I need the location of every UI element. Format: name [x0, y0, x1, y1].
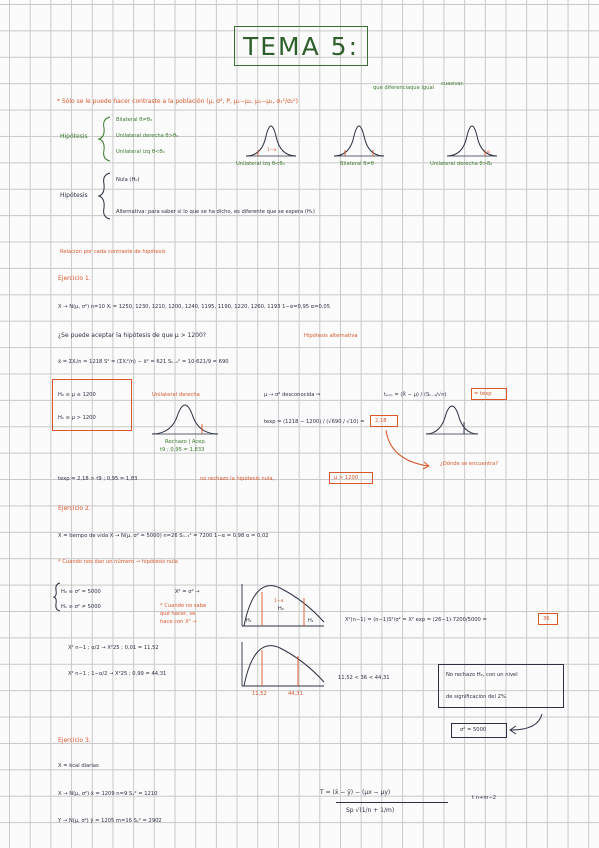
hipotesis-item-3: Unilateral izq θ<θ₀ — [116, 149, 165, 155]
ej1-h1: H₁ ≡ μ > 1200 — [58, 415, 96, 421]
curve-label-3: Unilateral derecha θ>θ₀ — [430, 161, 493, 167]
ej1-stats: x̄ = ΣXᵢ/n = 1218 S² = (ΣXᵢ²/n) − x̄² = 621 Sₙ₋₁² = 10·621/9 = 690 — [58, 359, 229, 365]
ej1-curve — [150, 400, 220, 438]
brace-icon — [98, 172, 112, 220]
brace-icon — [98, 116, 112, 162]
region-1-alpha: 1−α — [274, 599, 284, 604]
page-title: TEMA 5: — [234, 26, 368, 66]
ej2-chi-curve-2 — [240, 640, 326, 690]
ej2-range: 11,52 < 36 < 44,31 — [338, 675, 390, 681]
ej1-curve-small — [424, 400, 480, 438]
curve-label-2: Bilateral θ≠θ — [340, 161, 374, 167]
hipotesis-label: Hipótesis — [60, 133, 88, 140]
intro-note-3: cuasivar. — [441, 81, 465, 87]
ej1-mu-note: μ → σ² desconocida ⇒ — [264, 392, 321, 398]
ej1-hypotheses-box — [52, 379, 132, 431]
hipotesis-item-2: Unilateral derecha θ>θ₀ — [116, 133, 179, 139]
ej1-question: ¿Se puede aceptar la hipótesis de que μ > 1200? — [58, 332, 206, 339]
hipotesis-alternativa: Alternativa: para saber si lo que se ha dicho, es diferente que se espera (H₁) — [116, 209, 315, 215]
ej2-h0: H₀ ≡ σ² = 5000 — [61, 589, 101, 595]
curve-label-1: Unilateral izq θ<θ₀ — [236, 161, 285, 167]
bell-curve-middle — [334, 122, 384, 158]
ej1-dif-note: ¿Dónde se encuentra? — [440, 461, 499, 467]
ej2-q2: X² n−1 ; 1−α/2 → X²25 ; 0,99 = 44,31 — [68, 671, 167, 677]
bell-curve-right — [447, 122, 497, 158]
brace-icon — [53, 582, 61, 612]
ej1-texp-box: = texp — [471, 388, 507, 400]
ej2-h1: H₁ ≡ σ² ≠ 5000 — [61, 604, 101, 610]
ej3-formula-den: Sp √(1/n + 1/m) — [346, 807, 395, 814]
ej1-data: X → N(μ, σ²) n=10 Xᵢ = 1250, 1230, 1210, 1200, 1240, 1195, 1190, 1220, 1260, 1193 1−α=0,95 α=0,05 — [58, 304, 331, 310]
ej3-var: X = kcal diarias — [58, 763, 99, 769]
ej2-conclusion-box — [438, 664, 564, 708]
ej2-conclusion-2: de significación del 2% — [446, 694, 506, 700]
ej1-reject-1: Rechazo | Acep. — [165, 439, 207, 445]
ej1-conclusion-box: μ > 1200 — [329, 472, 373, 484]
ej1-conclusion-note: no rechazo la hipótesis nula, — [200, 476, 275, 482]
ej1-h0: H₀ ≡ μ ≤ 1200 — [58, 392, 96, 398]
ej2-heading: Ejercicio 2. — [58, 505, 91, 512]
ej2-conclusion-1: No rechazo H₀, con un nivel — [446, 672, 518, 678]
ej2-tick-1: 11,52 — [252, 691, 267, 697]
ej2-chi-formula: X²(n−1) = (n−1)S²/σ² = X² exp = (26−1)·7200/5000 = — [345, 617, 487, 623]
fraction-bar — [336, 802, 448, 803]
ej2-answer: σ² = 5000 — [451, 723, 507, 738]
region-h1-left: H₁ — [246, 618, 252, 624]
ej3-heading: Ejercicio 3. — [58, 737, 91, 744]
intro-note-2: que igual — [410, 85, 435, 91]
ej1-t-formula: tₑₓₚ = (X̄ − μ) / (Sₙ₋₁/√n) — [384, 392, 447, 398]
ej2-note: * Cuando nos dan un número → hipótesis nula — [58, 559, 178, 565]
region-h1-right: H₁ — [308, 618, 314, 624]
ej2-chi-value: 36 — [538, 613, 558, 625]
ej1-conclusion: texp = 2,18 > t9 ; 0,95 = 1,83 — [58, 476, 138, 482]
intro-line: * Sólo se le puede hacer contraste a la población (μ, σ², P, μ₁−μ₂, μ₁−μ₂, σ₁²/σ₂²) — [57, 98, 298, 105]
arrow-icon — [508, 712, 544, 736]
ej1-question-note: Hipótesis alternativa — [304, 333, 358, 339]
ej3-df: t n+m−2 — [472, 795, 497, 801]
ej2-chi: X² = σ² → — [175, 589, 200, 595]
ej2-chi-note-3: hace con X² → — [160, 619, 197, 625]
relacion-line: Relación por cada contraste de hipótesis — [60, 249, 166, 255]
ej2-chi-curve — [240, 582, 326, 630]
ej1-texp-value: 2,18 — [370, 415, 398, 427]
ej2-chi-note-1: * Cuando no sabe — [160, 603, 207, 609]
hipotesis2-label: Hipótesis — [60, 192, 88, 199]
ej2-tick-2: 44,31 — [288, 691, 303, 697]
ej1-heading: Ejercicio 1. — [58, 275, 91, 282]
region-h0: H₀ — [278, 606, 284, 612]
region-alpha: α — [487, 150, 490, 155]
ej3-y-line: Y → N(μ, σ²) ȳ = 1205 m=16 Sᵧ² = 2902 — [58, 818, 162, 824]
ej3-formula-num: T = (x̄ − ȳ) − (μx − μy) — [320, 789, 391, 796]
ej1-reject-2: t9 ; 0,95 = 1,833 — [160, 447, 205, 453]
ej2-q1: X² n−1 ; α/2 → X²25 ; 0,01 = 11,52 — [68, 645, 159, 651]
ej2-data: X = tiempo de vida X → N(μ, σ² = 5000) n=26 Sₙ₋₁² = 7200 1−α = 0,98 α = 0,02 — [58, 533, 269, 539]
hipotesis-item-1: Bilateral θ≠θ₀ — [116, 117, 153, 123]
region-label: 1−α — [267, 148, 277, 153]
ej1-unilateral: Unilateral derecha — [152, 392, 200, 398]
intro-note-1: que diferencia — [373, 85, 411, 91]
hipotesis-nula: Nula (H₀) — [116, 177, 140, 183]
ej2-chi-note-2: qué hacer, se — [160, 611, 196, 617]
ej1-texp-calc: texp = (1218 − 1200) / (√690 / √10) = — [264, 419, 365, 425]
ej3-x-line: X → N(μ, σ²) x̄ = 1209 n=9 Sₓ² = 1210 — [58, 791, 158, 797]
bell-curve-left — [246, 122, 296, 158]
